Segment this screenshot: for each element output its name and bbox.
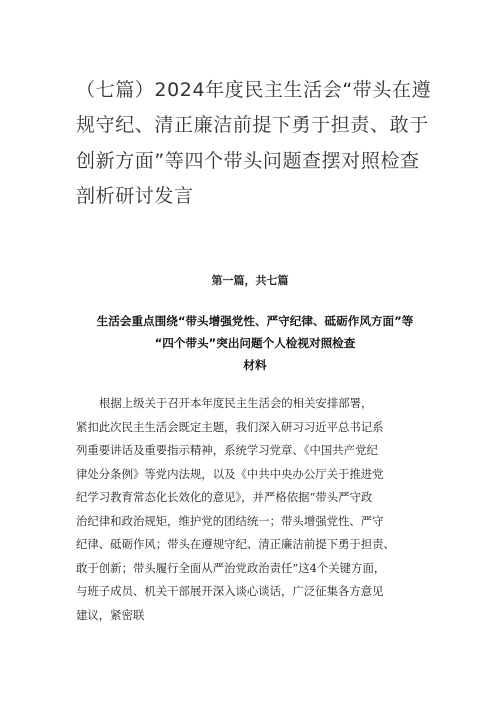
title-line: 剖析研讨发言	[76, 185, 194, 208]
document-title	[76, 73, 436, 215]
section-heading-line: “四个带头”突出问题个人检视对照检查	[154, 336, 356, 350]
paragraph-line: 根据上级关于召开本年度民主生活会的相关安排部署，	[99, 396, 373, 410]
paragraph-line: 治纪律和政治规矩，维护党的团结统一；带头增强党性、严守	[76, 513, 384, 528]
body-paragraph	[76, 392, 446, 627]
paragraph-line: 紧扣此次民主生活会既定主题，我们深入研习习近平总书记系	[76, 419, 384, 434]
title-line: 规守纪、清正廉洁前提下勇于担责、敢于	[76, 114, 429, 137]
section-heading	[40, 310, 470, 376]
paragraph-line: 与班子成员、机关干部展开深入谈心谈话，广泛征集各方意见	[76, 584, 384, 598]
section-heading-line: 生活会重点围绕“带头增强党性、严守纪律、砥砺作风方面”等	[96, 314, 414, 328]
paragraph-line: 建议，紧密联	[76, 607, 145, 622]
paragraph-line: 纪学习教育常态化长效化的意见》，并严格依据“带头严守政	[76, 490, 373, 504]
title-line: （七篇）2024年度民主生活会“带头在遵	[76, 78, 432, 101]
title-line: 创新方面”等四个带头问题查摆对照检查	[76, 149, 420, 172]
paragraph-line: 敢于创新；带头履行全面从严治党政治责任”这4个关键方面，	[76, 560, 386, 575]
paragraph-line: 律处分条例》等党内法规，以及《中共中央办公厅关于推进党	[76, 466, 384, 481]
paragraph-line: 列重要讲话及重要指示精神，系统学习党章、《中国共产党纪	[76, 443, 378, 457]
section-heading-line: 材料	[243, 358, 267, 372]
chapter-label: 第一篇，共七篇	[211, 274, 289, 287]
paragraph-line: 纪律、砥砺作风；带头在遵规守纪、清正廉洁前提下勇于担责、	[76, 537, 395, 551]
